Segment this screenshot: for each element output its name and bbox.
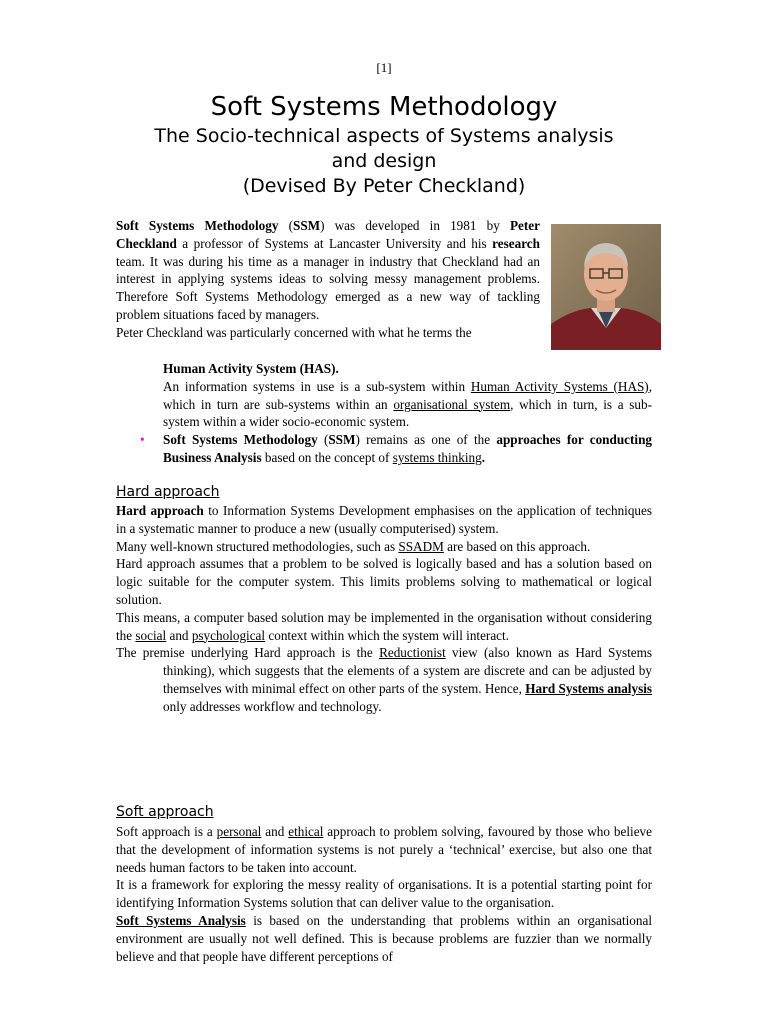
subtitle-line-1: The Socio-technical aspects of Systems analysis <box>154 125 614 147</box>
reductionist-link[interactable]: Reductionist <box>379 645 446 661</box>
psychological-link[interactable]: psychological <box>191 627 266 643</box>
ethical-link[interactable]: ethical <box>288 824 324 839</box>
document-title: Soft Systems Methodology <box>210 92 558 122</box>
intro-research: research <box>492 235 540 251</box>
hard-term: Hard approach <box>116 503 204 518</box>
soft-text: approach to problem solving, favoured by those who believe that the development of information systems is not purely a ‘technical’ exercise, but also one that needs human factors to be taken into account. <box>116 824 652 875</box>
document-subtitle <box>0 124 768 174</box>
soft-paragraph-3 <box>116 912 652 965</box>
bullet-approaches: approaches for conducting Business Analysis <box>163 432 653 465</box>
soft-text: Soft approach is a <box>116 824 217 839</box>
ssadm-link[interactable]: SSADM <box>398 538 444 554</box>
intro-paragraph <box>116 217 540 342</box>
hard-text: are based on this approach. <box>443 538 591 554</box>
hard-systems-analysis-link[interactable]: Hard Systems analysis <box>525 680 652 696</box>
hard-text: context within which the system will interact. <box>265 627 509 643</box>
bullet-text: . <box>481 449 486 465</box>
hard-paragraph-3: Hard approach assumes that a problem to be solved is logically based and has a solution based on logic suitable for the computer system. This limits problems solving to mathematical or logical solution. <box>116 556 652 607</box>
soft-paragraph-1 <box>116 823 652 876</box>
hard-text: Many well-known structured methodologies, such as <box>116 538 399 554</box>
hard-text: view (also known as Hard Systems thinking), which suggests that the elements of a system are discrete and can be adjusted by themselves with minimal effect on other parts of the system. Hence, <box>163 645 652 696</box>
has-heading: Human Activity System (HAS). <box>163 361 339 376</box>
bullet-text: ) remains as one of the <box>355 432 497 448</box>
portrait-photo <box>551 224 661 350</box>
bullet-text: ( <box>317 432 329 448</box>
hard-text: to Information Systems Development emphasises on the application of techniques in a systematic manner to produce a new (usually computerised) system. <box>116 503 653 536</box>
bullet-ssm-term: Soft Systems Methodology <box>163 432 318 448</box>
intro-term-ssm: Soft Systems Methodology <box>116 218 279 233</box>
has-text: , which in turn, is a sub-system within a wider socio-economic system. <box>163 396 653 430</box>
intro-text: ( <box>278 218 293 233</box>
subtitle-line-2: and design <box>331 150 437 172</box>
organisational-system-link[interactable]: organisational system <box>393 396 511 412</box>
hard-approach-section <box>116 502 652 716</box>
soft-text: is based on the understanding that problems within an organisational environment are usually not well defined. This is because problems are fuzzier than we normally believe and that people have different perceptions of <box>116 912 653 964</box>
soft-paragraph-2: It is a framework for exploring the messy reality of organisations. It is a potential starting point for identifying Information Systems solution that can deliver value to the organisation. <box>116 877 652 911</box>
hard-text: only addresses workflow and technology. <box>163 698 382 714</box>
intro-abbr: SSM <box>292 218 321 233</box>
has-block <box>116 360 652 467</box>
has-description <box>116 378 652 431</box>
document-byline: (Devised By Peter Checkland) <box>242 175 526 197</box>
portrait-illustration <box>551 224 661 350</box>
intro-name: Peter Checkland <box>116 218 540 251</box>
soft-text: and <box>261 824 289 839</box>
hard-paragraph-5 <box>116 644 652 715</box>
hard-paragraph-2 <box>116 538 652 556</box>
social-link[interactable]: social <box>135 627 167 643</box>
has-text: An information systems in use is a sub-system within <box>163 378 471 394</box>
bullet-text: based on the concept of <box>261 449 393 465</box>
hard-text: and <box>166 627 192 643</box>
ssm-bullet <box>116 431 652 467</box>
intro-text: team. It was during his time as a manager in industry that Checkland had an interest in applying systems ideas to solving messy management problems. Therefore Soft Systems Methodology emerged as a new way of tackling problem situations faced by managers. <box>116 253 540 322</box>
has-text: , which in turn are sub-systems within an <box>163 378 652 412</box>
hard-approach-heading: Hard approach <box>116 484 220 500</box>
has-link[interactable]: Human Activity Systems (HAS) <box>470 378 649 394</box>
personal-link[interactable]: personal <box>216 824 262 839</box>
soft-approach-heading: Soft approach <box>116 804 214 820</box>
bullet-icon: • <box>140 432 145 448</box>
soft-systems-analysis-link[interactable]: Soft Systems Analysis <box>116 912 246 928</box>
page-number: [1] <box>376 60 392 75</box>
intro-text: ) was developed in 1981 by <box>320 218 510 233</box>
concern-paragraph: Peter Checkland was particularly concerned with what he terms the <box>116 324 472 340</box>
hard-text: The premise underlying Hard approach is the <box>116 645 380 661</box>
soft-approach-section <box>116 823 652 965</box>
hard-paragraph-1 <box>116 502 652 538</box>
bullet-ssm-abbr: SSM <box>328 432 356 448</box>
hard-text: This means, a computer based solution may be implemented in the organisation without considering the <box>116 609 652 643</box>
hard-paragraph-4 <box>116 609 652 645</box>
systems-thinking-link[interactable]: systems thinking <box>392 449 482 465</box>
intro-text: a professor of Systems at Lancaster University and his <box>176 235 493 251</box>
